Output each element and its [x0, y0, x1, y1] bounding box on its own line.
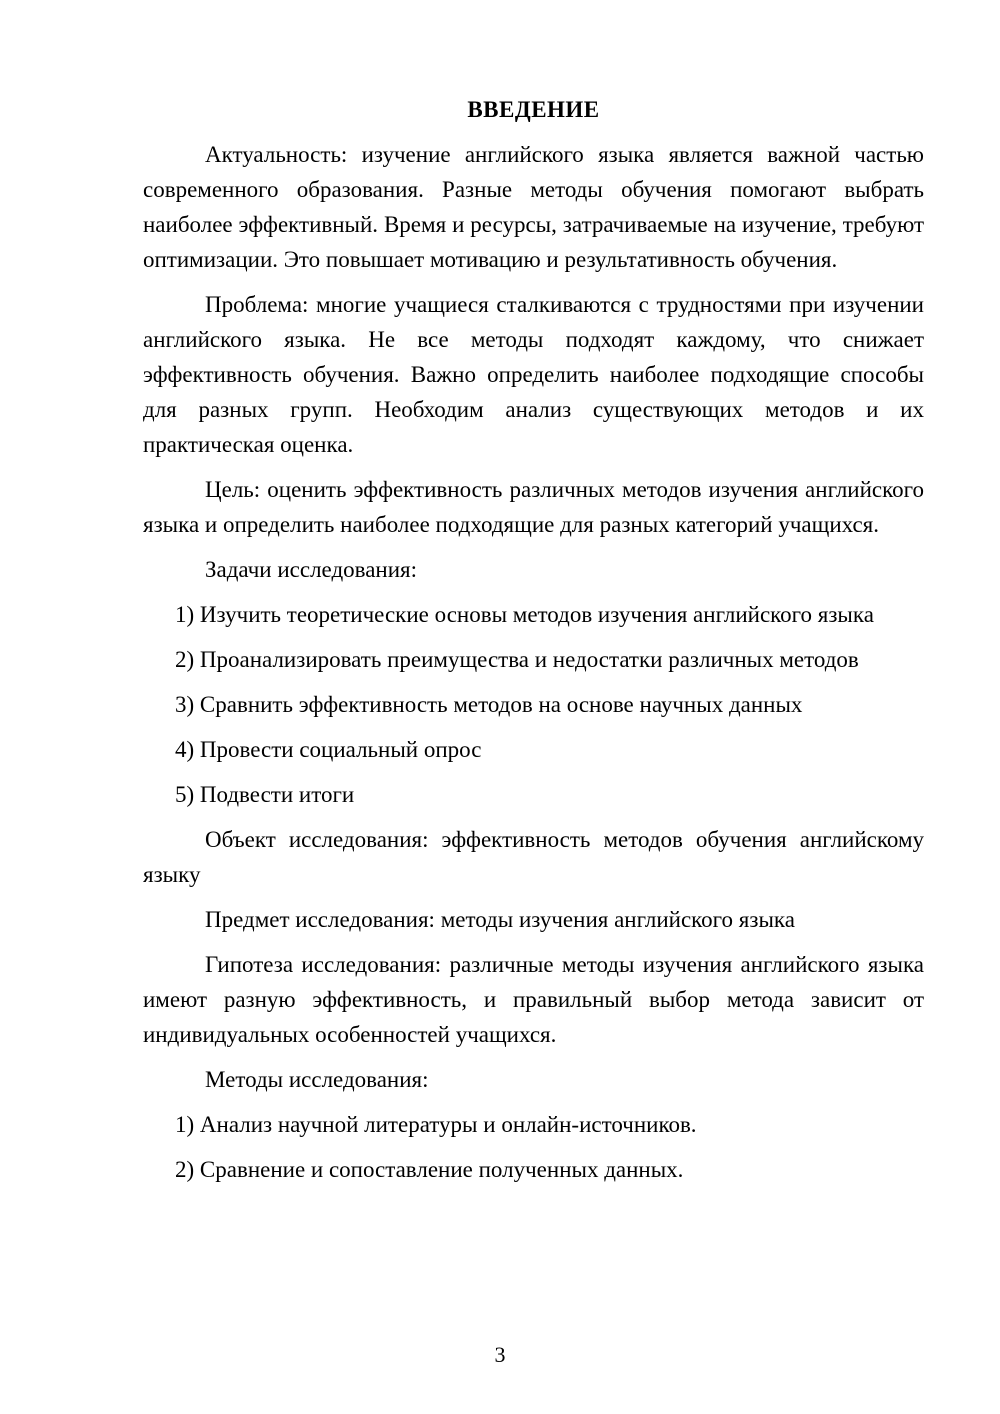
paragraph-relevance: Актуальность: изучение английского языка является важной частью современного образования. Разные методы обучения помогают выбрать наиболее эффективный. Время и ресурсы, затрачиваемые на изучение, требуют оптимизации. Это повышает мотивацию и результативность обучения.	[143, 142, 924, 272]
page-number: 3	[494, 1342, 506, 1367]
method-item-2: 2) Сравнение и сопоставление полученных данных.	[175, 1157, 684, 1182]
paragraph-subject: Предмет исследования: методы изучения английского языка	[205, 907, 795, 932]
paragraph-problem: Проблема: многие учащиеся сталкиваются с трудностями при изучении английского языка. Не все методы подходят каждому, что снижает эффективность обучения. Важно определить наиболее подходящие способы для разных групп. Необходим анализ существующих методов и их практическая оценка.	[143, 292, 924, 457]
heading-methods: Методы исследования:	[205, 1067, 429, 1092]
task-item-1: 1) Изучить теоретические основы методов изучения английского языка	[175, 602, 874, 627]
document-title: ВВЕДЕНИЕ	[467, 97, 600, 122]
task-item-3: 3) Сравнить эффективность методов на основе научных данных	[175, 692, 803, 717]
task-item-5: 5) Подвести итоги	[175, 782, 355, 807]
paragraph-hypothesis: Гипотеза исследования: различные методы изучения английского языка имеют разную эффективность, и правильный выбор метода зависит от индивидуальных особенностей учащихся.	[143, 952, 924, 1047]
task-item-2: 2) Проанализировать преимущества и недостатки различных методов	[175, 647, 859, 672]
method-item-1: 1) Анализ научной литературы и онлайн-источников.	[175, 1112, 697, 1137]
heading-tasks: Задачи исследования:	[205, 557, 418, 582]
paragraph-object: Объект исследования: эффективность методов обучения английскому языку	[143, 827, 924, 887]
paragraph-goal: Цель: оценить эффективность различных методов изучения английского языка и определить наиболее подходящие для разных категорий учащихся.	[143, 477, 924, 537]
task-item-4: 4) Провести социальный опрос	[175, 737, 482, 762]
